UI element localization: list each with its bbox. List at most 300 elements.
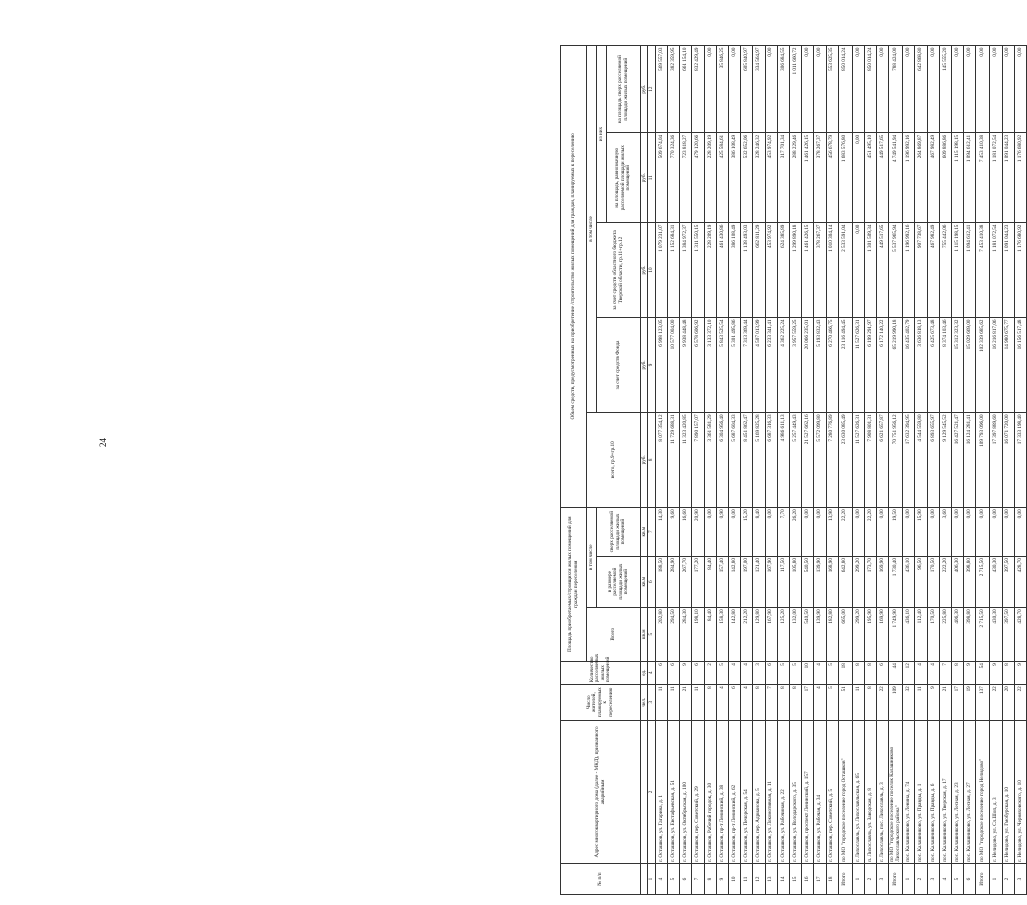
page-number: 24 xyxy=(98,438,108,447)
table-row xyxy=(692,46,704,895)
value-cell: 1 079 231,07 xyxy=(655,223,667,318)
value-cell: 4 xyxy=(927,661,939,684)
value-cell: 6 xyxy=(692,661,704,684)
value-cell: 1 152 684,31 xyxy=(668,223,680,318)
value-cell: 294,50 xyxy=(668,607,680,661)
value-cell: 334 564,97 xyxy=(753,46,765,133)
value-cell: 0,00 xyxy=(814,507,826,556)
value-cell: 1 091 044,23 xyxy=(1002,133,1014,223)
value-cell: 228 209,19 xyxy=(704,133,716,223)
row-number-cell: 17 xyxy=(814,864,826,895)
column-number: 6 xyxy=(648,556,655,607)
value-cell: 428,70 xyxy=(1014,556,1026,607)
value-cell: 7 453 410,38 xyxy=(976,223,990,318)
unit-cell: руб. xyxy=(641,223,648,318)
value-cell: 22,20 xyxy=(864,507,876,556)
value-cell: 4 xyxy=(814,684,826,720)
value-cell: 35 846,25 xyxy=(716,46,728,133)
value-cell: 173,70 xyxy=(864,556,876,607)
value-cell: 11 xyxy=(915,684,927,720)
value-cell: 84,40 xyxy=(704,556,716,607)
value-cell: 6 xyxy=(655,661,667,684)
value-cell: 569 557,03 xyxy=(655,46,667,133)
oblast-in-size-header: на площадь, равнозначную расселяемой площади жилых помещений xyxy=(607,133,641,223)
unit-cell: чел. xyxy=(641,684,648,720)
value-cell: 17 xyxy=(952,684,964,720)
value-cell: 105,80 xyxy=(789,556,801,607)
value-cell: 170,50 xyxy=(927,607,939,661)
table-row xyxy=(852,46,864,895)
value-cell: 4 xyxy=(741,684,753,720)
column-number: 8 xyxy=(648,412,655,507)
value-cell: 20 xyxy=(1002,684,1014,720)
value-cell: 9 129 545,52 xyxy=(939,412,951,507)
row-number-cell: Итого xyxy=(976,864,990,895)
value-cell: 6 578 606,92 xyxy=(692,317,704,412)
table-row xyxy=(765,46,777,895)
col-residents-header: Число жителей, планируемых к переселению xyxy=(561,684,641,720)
table-row xyxy=(976,46,990,895)
value-cell: 5 xyxy=(826,684,838,720)
table-row xyxy=(915,46,927,895)
value-cell: 1 299 890,18 xyxy=(789,223,801,318)
row-number-cell: 2 xyxy=(915,864,927,895)
value-cell: 9 xyxy=(927,684,939,720)
value-cell: 6 998 123,05 xyxy=(655,317,667,412)
value-cell: 5 169 825,28 xyxy=(753,412,765,507)
value-cell: 13,90 xyxy=(826,507,838,556)
value-cell: 5 xyxy=(789,661,801,684)
value-cell: 9 xyxy=(680,661,692,684)
value-cell: 0,00 xyxy=(990,46,1002,133)
address-cell: г. Осташков, проспект Ленинский, д. 157 xyxy=(802,720,814,864)
value-cell: 284,30 xyxy=(680,607,692,661)
row-number-cell: 5 xyxy=(952,864,964,895)
value-cell: 16 156 517,48 xyxy=(1014,317,1026,412)
address-cell: пос. Калашниково, ул. Правды, д. 1 xyxy=(915,720,927,864)
column-number: 7 xyxy=(648,507,655,556)
value-cell: 7 890 157,07 xyxy=(692,412,704,507)
value-cell: 10 577 004,00 xyxy=(668,317,680,412)
value-cell: 299,20 xyxy=(852,556,864,607)
value-cell: 3 636 818,13 xyxy=(915,317,927,412)
row-number-cell: 12 xyxy=(753,864,765,895)
value-cell: 0,00 xyxy=(903,46,915,133)
value-cell: 755 442,06 xyxy=(939,223,951,318)
value-cell: 0,00 xyxy=(765,46,777,133)
value-cell: 8 xyxy=(952,661,964,684)
value-cell: 7 xyxy=(765,684,777,720)
value-cell: 9 938 448,48 xyxy=(680,317,692,412)
value-cell: 0,00 xyxy=(903,507,915,556)
value-cell: 11 527 626,31 xyxy=(852,317,864,412)
value-cell: 328 246,32 xyxy=(753,133,765,223)
table-row xyxy=(927,46,939,895)
value-cell: 1 384 972,37 xyxy=(680,223,692,318)
value-cell: 11 xyxy=(692,684,704,720)
value-cell: 0,00 xyxy=(765,507,777,556)
area-total-header: Всего xyxy=(587,607,641,661)
value-cell: 0,00 xyxy=(704,507,716,556)
value-cell: 23 116 494,45 xyxy=(838,317,852,412)
table-row xyxy=(838,46,852,895)
value-cell: 8 xyxy=(864,684,876,720)
value-cell: 9 xyxy=(990,661,1002,684)
table-row xyxy=(826,46,838,895)
value-cell: 406,30 xyxy=(952,556,964,607)
value-cell: 6 xyxy=(668,661,680,684)
row-number-cell: 6 xyxy=(964,864,976,895)
value-cell: 7 280 776,89 xyxy=(826,412,838,507)
value-cell: 6 xyxy=(877,661,889,684)
row-number-cell: 4 xyxy=(655,864,667,895)
value-cell: 451 495,10 xyxy=(864,133,876,223)
value-cell: 129,80 xyxy=(753,607,765,661)
value-cell: 14,30 xyxy=(655,507,667,556)
row-number-cell: 4 xyxy=(939,864,951,895)
value-cell: 0,00 xyxy=(729,46,741,133)
value-cell: 96,50 xyxy=(915,556,927,607)
value-cell: 0,00 xyxy=(964,46,976,133)
address-cell: пос. Калашниково, ул. Ленина, д. 74 xyxy=(903,720,915,864)
unit-cell: кв.м xyxy=(641,556,648,607)
table-row xyxy=(789,46,801,895)
value-cell: 109 xyxy=(889,684,903,720)
value-cell: 212,20 xyxy=(741,607,753,661)
value-cell: 70 751 956,12 xyxy=(889,412,903,507)
row-number-cell: Итого xyxy=(838,864,852,895)
value-cell: 2 xyxy=(704,661,716,684)
value-cell: 540,50 xyxy=(802,607,814,661)
value-cell: 1 176 680,92 xyxy=(1014,223,1026,318)
value-cell: 624 385,89 xyxy=(777,223,789,318)
value-cell: 4 xyxy=(814,661,826,684)
value-cell: 1 176 680,92 xyxy=(1014,133,1026,223)
value-cell: 23 630 085,49 xyxy=(838,412,852,507)
value-cell: 382 359,95 xyxy=(668,46,680,133)
area-in-size-header: в размере расселяемой площади жилых помещений xyxy=(597,556,641,607)
value-cell: 188,50 xyxy=(655,556,667,607)
rotated-page xyxy=(560,45,1022,895)
value-cell: 5 537 965,94 xyxy=(889,223,903,318)
value-cell: 9,60 xyxy=(668,507,680,556)
value-cell: 540,50 xyxy=(802,556,814,607)
value-cell: 44 xyxy=(889,661,903,684)
value-cell: 2 533 591,04 xyxy=(838,223,852,318)
value-cell: 169,90 xyxy=(877,556,889,607)
table-header xyxy=(561,46,656,895)
value-cell: 2 715,50 xyxy=(976,607,990,661)
value-cell: 0,00 xyxy=(927,46,939,133)
table-row xyxy=(1014,46,1026,895)
value-cell: 467 982,49 xyxy=(927,223,939,318)
value-cell: 170,50 xyxy=(927,556,939,607)
value-cell: 3 957 559,25 xyxy=(789,317,801,412)
value-cell: 436,10 xyxy=(903,556,915,607)
value-cell: 306 684,55 xyxy=(777,46,789,133)
value-cell: 117,50 xyxy=(777,556,789,607)
value-cell: 6 621 657,87 xyxy=(877,412,889,507)
value-cell: 32 xyxy=(903,684,915,720)
value-cell: 479 120,66 xyxy=(692,133,704,223)
value-cell: 20 066 235,01 xyxy=(802,317,814,412)
value-cell: 397,50 xyxy=(1002,607,1014,661)
value-cell: 5 257 449,43 xyxy=(789,412,801,507)
address-cell: г. Лихославль, ул. Лихославльская, д. 65 xyxy=(852,720,864,864)
value-cell: 1 311 550,15 xyxy=(692,223,704,318)
value-cell: 397,50 xyxy=(1002,556,1014,607)
value-cell: 4 xyxy=(915,661,927,684)
value-cell: 84,40 xyxy=(704,607,716,661)
column-number: 5 xyxy=(648,607,655,661)
value-cell: 7 908 801,31 xyxy=(864,412,876,507)
value-cell: 5 843 525,54 xyxy=(716,317,728,412)
address-cell: г. Осташков, ул. Рабочая, д. 34 xyxy=(814,720,826,864)
value-cell: 11 323 420,85 xyxy=(680,412,692,507)
value-cell: 137 xyxy=(976,684,990,720)
value-cell: 398,80 xyxy=(964,556,976,607)
row-number-cell: 6 xyxy=(680,864,692,895)
value-cell: 112,40 xyxy=(915,607,927,661)
value-cell: 7,70 xyxy=(777,507,789,556)
value-cell: 197,00 xyxy=(741,556,753,607)
value-cell: 228 209,19 xyxy=(704,223,716,318)
address-cell: г. Осташков, ул. Печорская, д. 54 xyxy=(741,720,753,864)
value-cell: 5 687 604,33 xyxy=(729,412,741,507)
value-cell: 0,00 xyxy=(852,223,864,318)
row-number-cell: 8 xyxy=(704,864,716,895)
value-cell: 1 115 198,15 xyxy=(952,133,964,223)
value-cell: 21 xyxy=(680,684,692,720)
value-cell: 642 868,80 xyxy=(915,46,927,133)
address-cell: г. Осташков, пер. Советский, д. 29 xyxy=(692,720,704,864)
value-cell: 1 683 576,80 xyxy=(838,133,852,223)
value-cell: 6 893 655,97 xyxy=(927,412,939,507)
value-cell: 0,00 xyxy=(952,507,964,556)
value-cell: 456 678,79 xyxy=(826,133,838,223)
value-cell: 0,00 xyxy=(852,46,864,133)
address-cell: г. Осташков, пер. Адрианова, д. 5 xyxy=(753,720,765,864)
value-cell: 2 715,50 xyxy=(976,556,990,607)
value-cell: 665,00 xyxy=(838,607,852,661)
unit-cell: кв.м xyxy=(641,607,648,661)
value-cell: 8 xyxy=(704,684,716,720)
row-number-cell: 7 xyxy=(692,864,704,895)
address-cell: г. Нелидово, ул. Черняховского, д. 10 xyxy=(1014,720,1026,864)
column-number: 3 xyxy=(648,684,655,720)
value-cell: 109 793 096,00 xyxy=(976,412,990,507)
value-cell: 1 461 426,15 xyxy=(802,133,814,223)
table-row xyxy=(990,46,1002,895)
row-number-cell: 18 xyxy=(826,864,838,895)
unit-cell: руб. xyxy=(641,412,648,507)
value-cell: 264 869,87 xyxy=(915,133,927,223)
value-cell: 157,40 xyxy=(716,556,728,607)
value-cell: 202,80 xyxy=(655,607,667,661)
column-numbers-row xyxy=(648,46,655,895)
table-row xyxy=(704,46,716,895)
value-cell: 22 xyxy=(877,684,889,720)
row-number-cell: 2 xyxy=(864,864,876,895)
table-row xyxy=(777,46,789,895)
value-cell: 3 361 581,29 xyxy=(704,412,716,507)
value-cell: 6 425 673,48 xyxy=(927,317,939,412)
value-cell: 609 886,86 xyxy=(939,133,951,223)
value-cell: 8 451 862,47 xyxy=(741,412,753,507)
value-cell: 11 xyxy=(852,684,864,720)
value-cell: 832 429,49 xyxy=(692,46,704,133)
row-number-cell: 10 xyxy=(729,864,741,895)
value-cell: 132,00 xyxy=(789,607,801,661)
column-number: 10 xyxy=(648,223,655,318)
row-number-cell: 3 xyxy=(1014,864,1026,895)
value-cell: 0,00 xyxy=(852,507,864,556)
value-cell: 3 133 372,10 xyxy=(704,317,716,412)
row-number-cell: 13 xyxy=(765,864,777,895)
column-number: 11 xyxy=(648,133,655,223)
value-cell: 11 xyxy=(668,684,680,720)
value-cell: 11 729 688,31 xyxy=(668,412,680,507)
value-cell: 7 xyxy=(939,661,951,684)
value-cell: 4 xyxy=(716,684,728,720)
address-cell: г. Осташков, ул. Евстафьевская, д. 51 xyxy=(668,720,680,864)
table-row xyxy=(655,46,667,895)
value-cell: 15 029 669,00 xyxy=(964,317,976,412)
value-cell: 0,00 xyxy=(976,46,990,133)
value-cell: 0,00 xyxy=(802,46,814,133)
value-cell: 430,30 xyxy=(990,556,1002,607)
area-group-header: Площадь приобретаемых/строящихся жилых помещений для граждан переселения xyxy=(561,507,587,661)
value-cell: 770 324,36 xyxy=(668,133,680,223)
table-row xyxy=(814,46,826,895)
address-cell: г. Нелидово, ул. Гмобурская, д. 10 xyxy=(1002,720,1014,864)
value-cell: 0,00 xyxy=(704,46,716,133)
value-cell: 8 xyxy=(753,684,765,720)
value-cell: 14 980 675,77 xyxy=(1002,317,1014,412)
value-cell: 139,90 xyxy=(814,607,826,661)
value-cell: 1 115 198,15 xyxy=(952,223,964,318)
value-cell: 267,70 xyxy=(680,556,692,607)
value-cell: 4 xyxy=(729,661,741,684)
value-cell: 317 701,34 xyxy=(777,133,789,223)
value-cell: 1 181 072,54 xyxy=(990,133,1002,223)
row-number-cell: 15 xyxy=(789,864,801,895)
value-cell: 467 982,49 xyxy=(927,133,939,223)
value-cell: 8 xyxy=(864,661,876,684)
address-cell: г. Осташков, пр-т Ленинский, д. 38 xyxy=(716,720,728,864)
value-cell: 9 xyxy=(964,661,976,684)
value-cell: 17 333 198,40 xyxy=(1014,412,1026,507)
column-number: 9 xyxy=(648,317,655,412)
address-cell: по МО "городское поселение город Нелидово" xyxy=(976,720,990,864)
value-cell: 1 010 304,14 xyxy=(826,223,838,318)
address-cell: п. Лихославль, ул. Заводская, д. 8 xyxy=(864,720,876,864)
value-cell: 15,90 xyxy=(915,507,927,556)
value-cell: 3,60 xyxy=(939,507,951,556)
value-cell: 195,90 xyxy=(864,607,876,661)
value-cell: 0,00 xyxy=(877,507,889,556)
value-cell: 5 xyxy=(716,661,728,684)
column-number: 1 xyxy=(648,864,655,895)
value-cell: 850 014,24 xyxy=(838,46,852,133)
value-cell: 288 229,46 xyxy=(789,133,801,223)
value-cell: 0,00 xyxy=(964,507,976,556)
value-cell: 51 xyxy=(838,684,852,720)
value-cell: 102 339 685,62 xyxy=(976,317,990,412)
value-cell: 662 811,29 xyxy=(753,223,765,318)
value-cell: 1 138 493,03 xyxy=(741,223,753,318)
value-cell: 386 108,49 xyxy=(729,133,741,223)
address-cell: пос. Калашниково, ул. Лесная, д. 23 xyxy=(952,720,964,864)
value-cell: 0,00 xyxy=(1014,507,1026,556)
value-cell: 4 986 611,13 xyxy=(777,412,789,507)
value-cell: 1 301 509,34 xyxy=(864,223,876,318)
funds-in-number-header: в том числе xyxy=(587,46,597,413)
area-over-header: сверх расселяемой площади жилых помещений xyxy=(597,507,641,556)
resettlement-table xyxy=(560,45,1027,895)
address-cell: г. Нелидово, ул. Сл.Шоп, д. 3 xyxy=(990,720,1002,864)
value-cell: 6 304 956,40 xyxy=(716,412,728,507)
value-cell: 167,90 xyxy=(765,607,777,661)
table-row xyxy=(952,46,964,895)
value-cell: 1 749,90 xyxy=(889,607,903,661)
value-cell: 5 193 832,43 xyxy=(814,317,826,412)
table-row xyxy=(802,46,814,895)
value-cell: 16 435 402,79 xyxy=(903,317,915,412)
value-cell: 509 674,04 xyxy=(655,133,667,223)
row-number-cell: 1 xyxy=(852,864,864,895)
value-cell: 1 196 992,16 xyxy=(903,223,915,318)
value-cell: 723 818,27 xyxy=(680,133,692,223)
column-number: 2 xyxy=(648,720,655,864)
table-row xyxy=(1002,46,1014,895)
row-number-cell: 3 xyxy=(877,864,889,895)
value-cell: 222,20 xyxy=(939,556,951,607)
address-cell: г. Осташков, ул. Локомотивная, д. 11 xyxy=(765,720,777,864)
unit-cell: кв.м xyxy=(641,507,648,556)
table-row xyxy=(939,46,951,895)
table-row xyxy=(668,46,680,895)
value-cell: 167,90 xyxy=(765,556,777,607)
value-cell: 0,00 xyxy=(952,46,964,133)
value-cell: 0,00 xyxy=(976,507,990,556)
value-cell: 7 453 410,38 xyxy=(976,133,990,223)
row-number-cell: 1 xyxy=(903,864,915,895)
table-row xyxy=(903,46,915,895)
value-cell: 17 632 394,95 xyxy=(903,412,915,507)
fund-header: за счет средств Фонда xyxy=(597,317,641,412)
value-cell: 1 730,40 xyxy=(889,556,903,607)
value-cell: 6 687 316,33 xyxy=(765,412,777,507)
value-cell: 1 461 426,15 xyxy=(802,223,814,318)
address-cell: г. Лихославль, пос. Лихославль, д. 3 xyxy=(877,720,889,864)
table-row xyxy=(889,46,903,895)
value-cell: 378 267,37 xyxy=(814,133,826,223)
value-cell: 16 216 817,06 xyxy=(990,317,1002,412)
value-cell: 378 267,37 xyxy=(814,223,826,318)
value-cell: 22 xyxy=(990,684,1002,720)
value-cell: 6 270 466,75 xyxy=(826,317,838,412)
value-cell: 0,00 xyxy=(852,133,864,223)
row-number-cell: 9 xyxy=(716,864,728,895)
value-cell: 0,00 xyxy=(1002,46,1014,133)
value-cell: 22 xyxy=(1014,684,1026,720)
value-cell: 1 094 612,41 xyxy=(964,223,976,318)
value-cell: 386 108,49 xyxy=(729,223,741,318)
value-cell: 1 091 044,23 xyxy=(1002,223,1014,318)
value-cell: 284,90 xyxy=(668,556,680,607)
value-cell: 0,00 xyxy=(877,46,889,133)
